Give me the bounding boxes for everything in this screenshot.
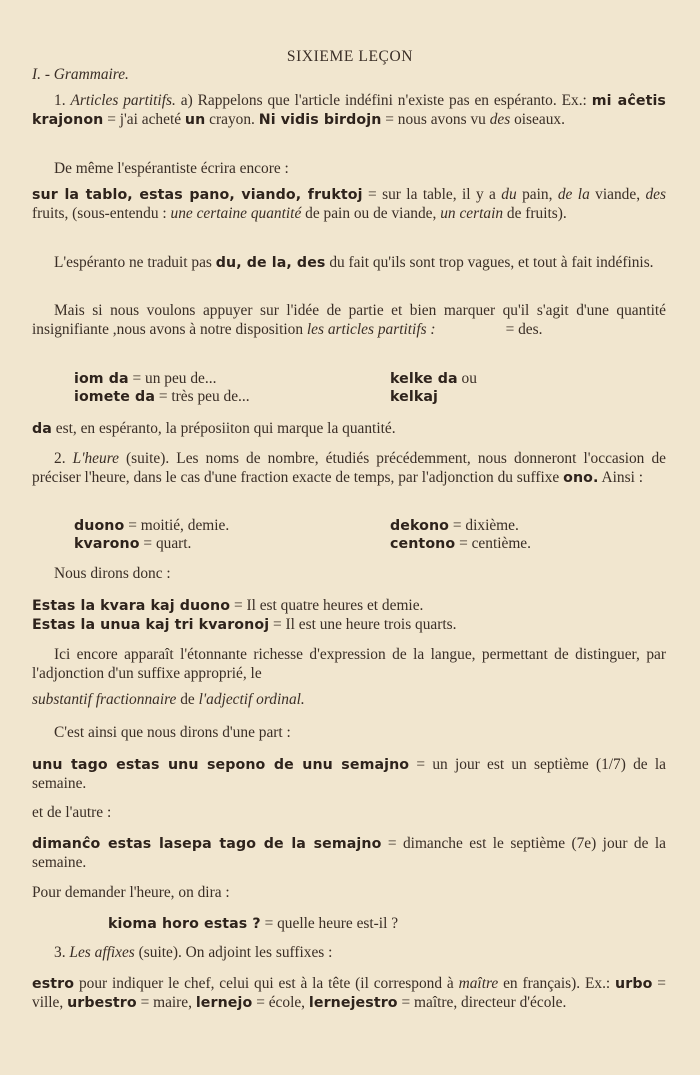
paragraph-da-preposition: da est, en espéranto, la préposiiton qui marque la quantité. bbox=[32, 420, 396, 437]
paragraph-de-meme: De même l'espérantiste écrira encore : bbox=[54, 160, 289, 177]
paragraph-l-heure: 2. L'heure (suite). Les noms de nombre, étudiés précédemment, nous donneront l'occasion de préciser l'heure, dans le cas d'une fraction exacte de temps, par l'adjonction du suffixe ono. Ainsi : bbox=[32, 450, 666, 486]
paragraph-d-une-part: C'est ainsi que nous dirons d'une part : bbox=[54, 724, 291, 741]
paragraph-de-l-autre: et de l'autre : bbox=[32, 804, 112, 821]
term-iomete-da: iomete da = très peu de... bbox=[74, 388, 250, 405]
paragraph-ici-encore: Ici encore apparaît l'étonnante richesse d'expression de la langue, permettant de distinguer, par l'adjonction d'un suffixe approprié, le substantif fractionnaire de l'adjectif ordinal. bbox=[32, 646, 666, 709]
term-duono: duono = moitié, demie. bbox=[74, 517, 230, 534]
page-title: SIXIEME LEÇON bbox=[286, 48, 414, 65]
example-sepono: unu tago estas unu sepono de unu semajno = un jour est un septième (1/7) de la semaine. bbox=[32, 756, 666, 792]
partitive-terms bbox=[32, 370, 666, 410]
term-kelke-da: kelke da ou bbox=[390, 370, 477, 387]
example-unua-kaj-tri-kvaronoj: Estas la unua kaj tri kvaronoj = Il est une heure trois quarts. bbox=[32, 616, 457, 633]
example-kvara-kaj-duono: Estas la kvara kaj duono = Il est quatre heures et demie. bbox=[32, 597, 424, 614]
term-dekono: dekono = dixième. bbox=[390, 517, 519, 534]
term-kvarono: kvarono = quart. bbox=[74, 535, 192, 552]
term-centono: centono = centième. bbox=[390, 535, 531, 552]
section-heading: I. - Grammaire. bbox=[32, 66, 129, 83]
paragraph-nous-dirons: Nous dirons donc : bbox=[54, 565, 171, 582]
paragraph-ne-traduit-pas: L'espéranto ne traduit pas du, de la, des du fait qu'ils sont trop vagues, et tout à fait indéfinis. bbox=[54, 254, 654, 271]
paragraph-demander-l-heure: Pour demander l'heure, on dira : bbox=[32, 884, 230, 901]
paragraph-mais-si: Mais si nous voulons appuyer sur l'idée de partie et bien marquer qu'il s'agit d'une quantité insignifiante ,nous avons à notre disposition les articles partitifs : = des. bbox=[32, 302, 666, 338]
paragraph-les-affixes: 3. Les affixes (suite). On adjoint les suffixes : bbox=[54, 944, 333, 961]
term-iom-da: iom da = un peu de... bbox=[74, 370, 217, 387]
fraction-terms bbox=[32, 517, 666, 557]
example-kioma-horo: kioma horo estas ? = quelle heure est-il ? bbox=[108, 915, 399, 932]
paragraph-articles-partitifs: 1. Articles partitifs. a) Rappelons que l'article indéfini n'existe pas en espéranto. Ex.: mi aĉetis krajonon = j'ai acheté un crayon. Ni vidis birdojn = nous avons vu des oiseaux. bbox=[32, 92, 666, 128]
paragraph-tablo-example: sur la tablo, estas pano, viando, fruktoj = sur la table, il y a du pain, de la viande, des fruits, (sous-entendu : une certaine quantité de pain ou de viande, un certain de fruits). bbox=[32, 186, 666, 222]
term-kelkaj: kelkaj bbox=[390, 389, 439, 405]
paragraph-estro: estro pour indiquer le chef, celui qui est à la tête (il correspond à maître en français). Ex.: urbo = ville, urbestro = maire, lernejo = école, lernejestro = maître, directeur d'école. bbox=[32, 975, 666, 1011]
example-lasepa: dimanĉo estas lasepa tago de la semajno = dimanche est le septième (7e) jour de la semaine. bbox=[32, 835, 666, 871]
